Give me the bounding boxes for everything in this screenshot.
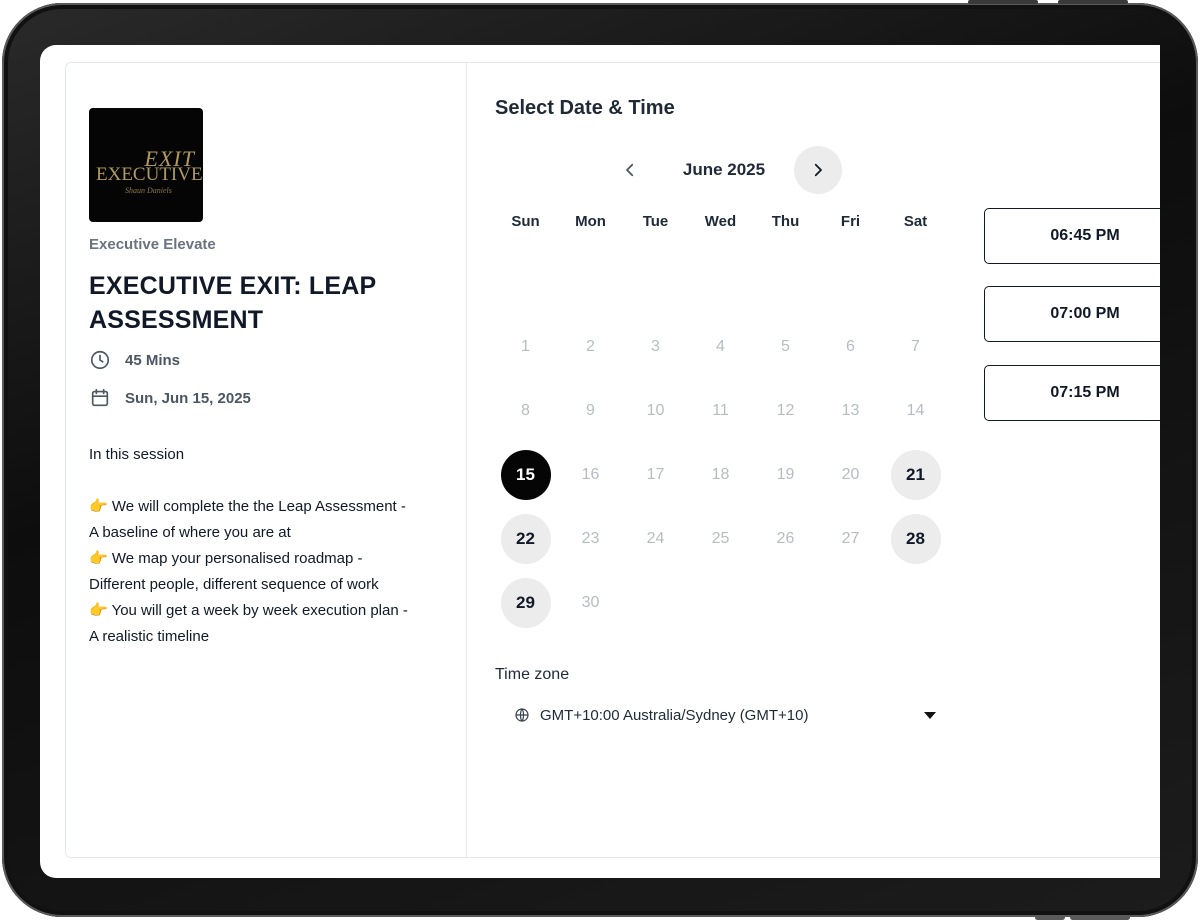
calendar-day-available[interactable] [493,571,558,635]
weekday-label: Mon [575,213,606,230]
timezone-label: Time zone [495,666,570,683]
calendar-day-number: 21 [891,450,941,500]
calendar-day-number: 10 [646,402,665,419]
logo-text-exit: EXIT [144,146,195,171]
calendar-day-number: 9 [586,402,595,419]
screen [40,45,1160,878]
calendar-day-disabled [753,379,818,443]
calendar-day-disabled [818,443,883,507]
weekday-label: Fri [840,213,861,230]
calendar-days-grid [493,315,948,635]
event-details-panel [66,63,467,857]
description-intro: In this session [89,446,185,463]
calendar-day-disabled [753,315,818,379]
calendar-day-number: 6 [846,338,855,355]
calendar-day-number: 29 [501,578,551,628]
select-date-time-heading: Select Date & Time [495,97,675,119]
weekday-label: Wed [704,213,737,230]
calendar-day-available[interactable] [493,507,558,571]
logo-text-executive: EXECUTIVE [96,164,203,185]
organizer-logo [89,108,203,222]
calendar-day-number: 27 [841,530,860,547]
calendar-day-number: 28 [891,514,941,564]
booking-card [65,62,1160,858]
calendar-day-disabled [623,507,688,571]
clock-icon [89,349,111,371]
calendar-day-disabled [688,379,753,443]
time-slot-button[interactable]: 06:45 PM [984,208,1160,264]
calendar-day-number: 14 [906,402,925,419]
description-line: Different people, different sequence of work [89,576,379,593]
calendar-day-available[interactable] [883,507,948,571]
weekday-label: Sat [903,213,928,230]
description-line: A baseline of where you are at [89,524,291,541]
description-line: 👉 We will complete the the Leap Assessment - [89,498,406,515]
calendar-day-number: 3 [651,338,660,355]
calendar-day-disabled [688,315,753,379]
logo-text-signature: Shaun Daniels [125,186,172,195]
calendar-day-number: 13 [841,402,860,419]
weekday-label: Thu [771,213,800,230]
calendar-day-number: 30 [581,594,600,611]
device-button [968,0,1038,4]
calendar-day-disabled [558,379,623,443]
weekday-header [493,213,948,230]
event-description [89,442,439,650]
calendar-day-disabled [623,379,688,443]
previous-month-button[interactable] [606,146,654,194]
calendar-day-number: 4 [716,338,725,355]
calendar-day-number: 11 [712,402,729,419]
calendar-day-number: 24 [646,530,665,547]
calendar-day-disabled [558,507,623,571]
date-row [89,387,251,409]
calendar-icon [89,387,111,409]
calendar-day-disabled [558,571,623,635]
chevron-left-icon [621,161,639,179]
calendar-day-selected[interactable] [493,443,558,507]
event-title: EXECUTIVE EXIT: LEAP ASSESSMENT [89,272,376,334]
time-slot-button[interactable]: 07:00 PM [984,286,1160,342]
next-month-button[interactable] [794,146,842,194]
calendar-day-number: 16 [581,466,600,483]
calendar-day-disabled [753,443,818,507]
calendar-day-number: 8 [521,402,530,419]
event-date: Sun, Jun 15, 2025 [125,389,251,407]
calendar-day-available[interactable] [883,443,948,507]
calendar-day-number: 22 [501,514,551,564]
description-line: 👉 We map your personalised roadmap - [89,550,363,567]
calendar-day-number: 18 [711,466,730,483]
weekday-label: Sun [511,213,540,230]
calendar-day-number: 1 [521,338,530,355]
timezone-value: GMT+10:00 Australia/Sydney (GMT+10) [540,706,809,724]
calendar-day-number: 20 [841,466,860,483]
timezone-select[interactable] [514,701,894,729]
calendar-day-disabled [818,315,883,379]
calendar-day-disabled [623,443,688,507]
globe-icon [514,707,530,723]
calendar-day-number: 5 [781,338,790,355]
calendar-day-disabled [753,507,818,571]
organizer-name: Executive Elevate [89,236,216,253]
calendar-day-number: 12 [776,402,795,419]
calendar-day-number: 25 [711,530,730,547]
device-button [1058,0,1128,4]
calendar-day-number: 26 [776,530,795,547]
calendar-day-disabled [623,315,688,379]
calendar-day-number: 19 [776,466,795,483]
time-slot-button[interactable]: 07:15 PM [984,365,1160,421]
device-button [1070,915,1130,920]
device-button [1035,915,1065,920]
calendar-day-disabled [558,315,623,379]
calendar-day-number: 23 [581,530,600,547]
calendar-day-number: 17 [646,466,665,483]
weekday-label: Tue [642,213,669,230]
caret-down-icon [924,712,936,719]
duration-row [89,349,180,371]
current-month-label: June 2025 [682,160,766,179]
date-time-panel [466,63,1160,857]
calendar-day-disabled [818,507,883,571]
calendar-day-disabled [883,379,948,443]
calendar-day-number: 7 [911,338,920,355]
calendar-day-disabled [558,443,623,507]
calendar-day-disabled [493,315,558,379]
calendar-day-disabled [818,379,883,443]
description-line: 👉 You will get a week by week execution plan - [89,602,408,619]
month-navigation [606,146,846,194]
calendar-day-disabled [688,507,753,571]
description-line: A realistic timeline [89,628,210,645]
calendar-day-disabled [883,315,948,379]
event-duration: 45 Mins [125,351,181,369]
calendar-day-disabled [493,379,558,443]
chevron-right-icon [809,161,827,179]
calendar-day-disabled [688,443,753,507]
calendar-day-number: 15 [501,450,551,500]
calendar-day-number: 2 [586,338,595,355]
